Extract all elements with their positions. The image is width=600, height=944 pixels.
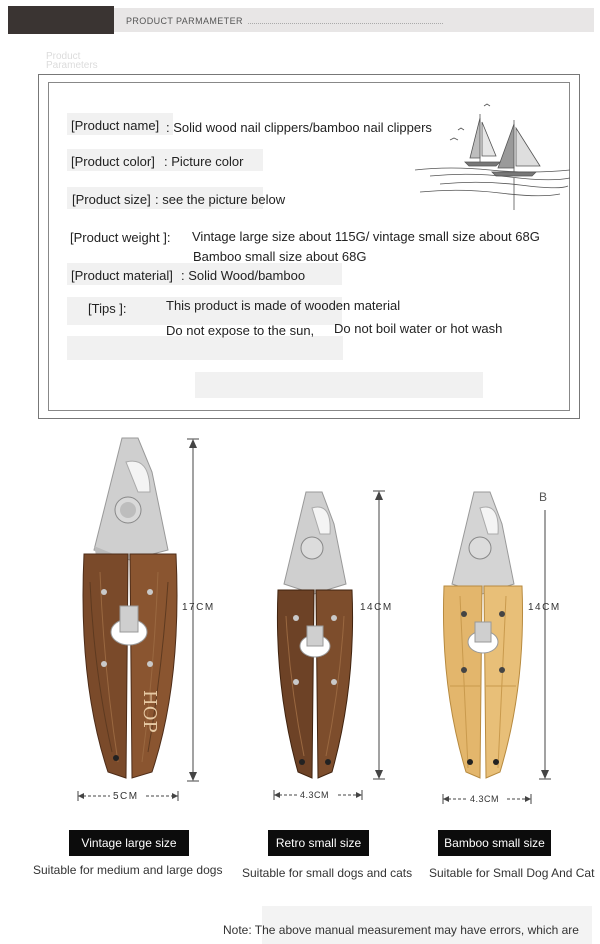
product-name-value: : Solid wood nail clippers/bamboo nail clippers — [166, 120, 432, 135]
tips-label: [Tips ]: — [88, 301, 127, 316]
bamboo-suitable-text: Suitable for Small Dog And Cat — [429, 866, 595, 880]
header-title: PRODUCT PARMAMETER — [126, 16, 243, 26]
product-size-value: : see the picture below — [155, 192, 286, 207]
product-weight-label: [Product weight ]: — [70, 230, 171, 245]
product-weight-value-2: Bamboo small size about 68G — [193, 249, 367, 264]
retro-height-label: 14CM — [360, 602, 393, 613]
measurement-note: Note: The above manual measurement may have errors, which are — [223, 923, 579, 937]
vintage-width-label: 5CM — [113, 791, 139, 802]
bamboo-small-clipper-image — [436, 486, 532, 786]
tips-value-2a: Do not expose to the sun, — [166, 323, 315, 338]
bamboo-width-label: 4.3CM — [470, 794, 500, 804]
ghost-heading: Product Parameters — [46, 51, 98, 71]
product-color-value: : Picture color — [164, 154, 244, 169]
bamboo-small-label: Bamboo small size — [438, 830, 551, 856]
product-weight-value-1: Vintage large size about 115G/ vintage small size about 68G — [192, 229, 540, 244]
retro-small-clipper-image — [268, 486, 364, 786]
retro-height-dimension-line — [368, 488, 390, 784]
vintage-height-label: 17CM — [182, 602, 215, 613]
hop-brand-mark: HOP — [139, 690, 160, 733]
tips-value-1: This product is made of wooden material — [166, 298, 401, 313]
stripe — [195, 372, 483, 398]
tips-value-2b: Do not boil water or hot wash — [334, 321, 503, 336]
retro-small-label: Retro small size — [268, 830, 369, 856]
stripe — [67, 336, 343, 360]
product-material-value: : Solid Wood/bamboo — [181, 268, 306, 283]
bamboo-height-dimension-line — [534, 506, 556, 784]
sailboat-sketch-illustration — [410, 100, 575, 215]
product-size-label: [Product size] — [72, 192, 151, 207]
header-dark-block — [8, 6, 114, 34]
vintage-suitable-text: Suitable for medium and large dogs — [33, 863, 223, 877]
header-dotted-line — [248, 23, 443, 24]
bamboo-height-label: 14CM — [528, 602, 561, 613]
retro-width-label: 4.3CM — [300, 790, 330, 800]
vintage-large-label: Vintage large size — [69, 830, 189, 856]
retro-suitable-text: Suitable for small dogs and cats — [242, 866, 413, 880]
bamboo-corner-mark: B — [539, 490, 548, 504]
vintage-large-clipper-image — [70, 432, 190, 792]
product-color-label: [Product color] — [71, 154, 155, 169]
product-name-label: [Product name] — [71, 118, 160, 133]
product-material-label: [Product material] — [71, 268, 173, 283]
